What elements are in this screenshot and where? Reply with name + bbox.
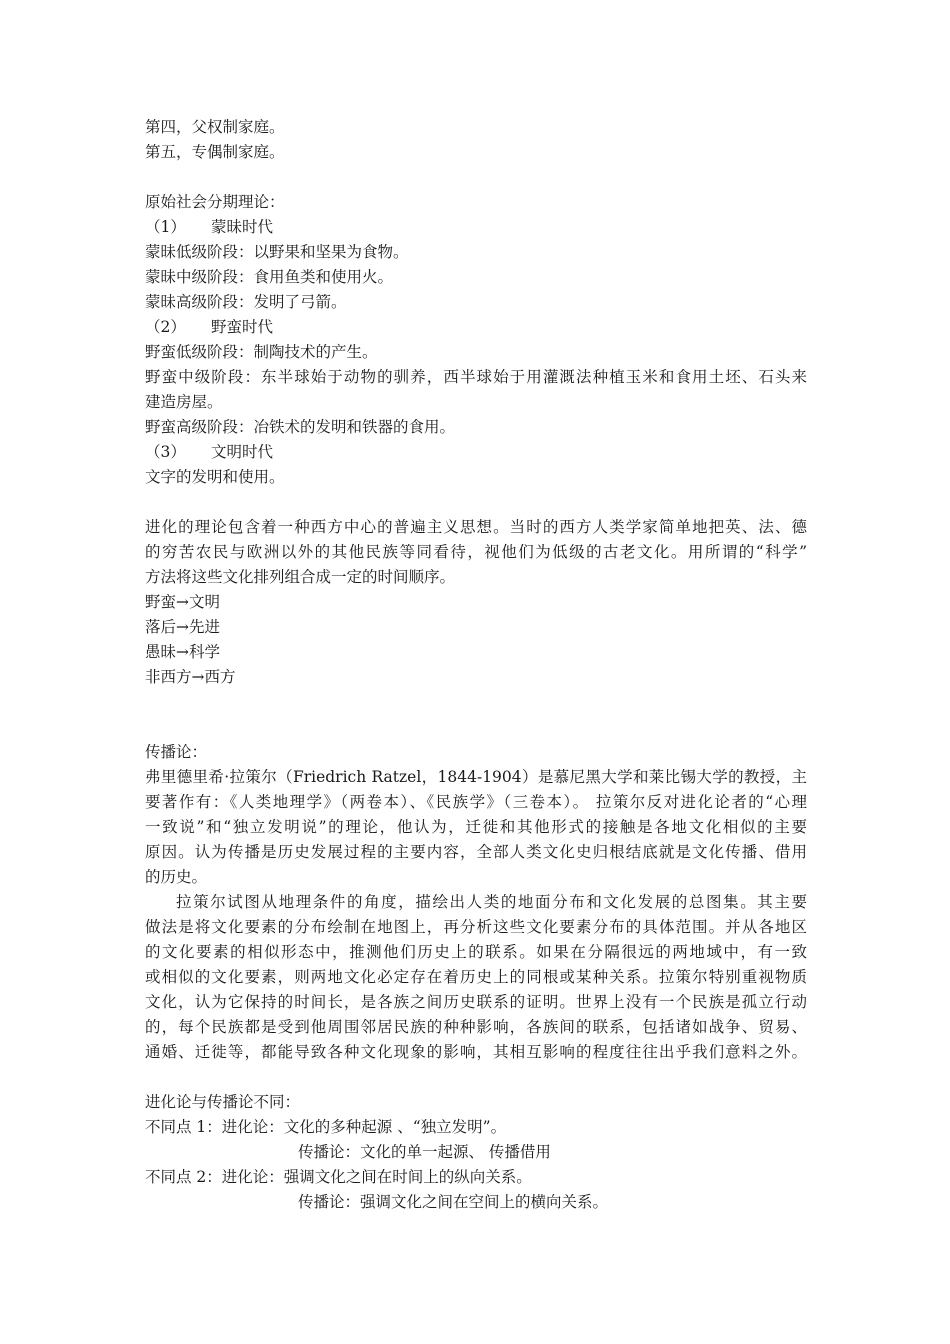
- difference-1-evolution: 不同点 1：进化论：文化的多种起源 、“独立发明”。: [145, 1118, 507, 1136]
- evolution-pair-2: 落后→先进: [145, 618, 220, 636]
- difference-1-diffusion: 传播论：文化的单一起源、 传播借用: [298, 1143, 551, 1161]
- difference-2-evolution: 不同点 2：进化论：强调文化之间在时间上的纵向关系。: [145, 1168, 532, 1186]
- period-1-high: 蒙昧高级阶段：发明了弓箭。: [145, 293, 347, 311]
- period-1-number: （1）: [145, 218, 186, 236]
- period-2-mid-line-2: 建造房屋。: [145, 393, 223, 411]
- periods-heading: 原始社会分期理论：: [145, 193, 285, 211]
- evolution-pair-3: 愚昧→科学: [145, 643, 220, 661]
- evolution-para-line-1: 进化的理论包含着一种西方中心的普遍主义思想。当时的西方人类学家简单地把英、法、德: [145, 518, 807, 536]
- period-2-title: [145, 315, 273, 340]
- diffusion-p2-line-1: 拉策尔试图从地理条件的角度，描绘出人类的地面分布和文化发展的总图集。其主要: [176, 893, 807, 911]
- diffusion-heading: 传播论：: [145, 743, 208, 761]
- diffusion-p2-line-7: 通婚、迁徙等，都能导致各种文化现象的影响，其相互影响的程度往往出乎我们意料之外。: [145, 1043, 807, 1061]
- period-2-mid-line-1: 野蛮中级阶段：东半球始于动物的驯养，西半球始于用灌溉法种植玉米和食用土坯、石头来: [145, 368, 807, 386]
- evolution-pair-1: 野蛮→文明: [145, 593, 220, 611]
- diffusion-p1-line-5: 的历史。: [145, 868, 208, 886]
- period-2-label: 野蛮时代: [211, 318, 274, 336]
- family-line-4: 第四，父权制家庭。: [145, 118, 285, 136]
- evolution-pair-4: 非西方→西方: [145, 668, 236, 686]
- diffusion-p2-line-3: 的文化要素的相似形态中，推测他们历史上的联系。如果在分隔很远的两地域中，有一致: [145, 943, 807, 961]
- period-1-low: 蒙昧低级阶段：以野果和坚果为食物。: [145, 243, 409, 261]
- diffusion-p2-line-5: 文化，认为它保持的时间长，是各族之间历史联系的证明。世界上没有一个民族是孤立行动: [145, 993, 807, 1011]
- period-1-title: [145, 215, 273, 240]
- diffusion-p1-line-4: 原因。认为传播是历史发展过程的主要内容，全部人类文化史归根结底就是文化传播、借用: [145, 843, 807, 861]
- difference-2-diffusion: 传播论：强调文化之间在空间上的横向关系。: [298, 1193, 609, 1211]
- period-2-low: 野蛮低级阶段：制陶技术的产生。: [145, 343, 378, 361]
- evolution-para-line-2: 的穷苦农民与欧洲以外的其他民族等同看待，视他们为低级的古老文化。用所谓的“科学”: [145, 543, 807, 561]
- diffusion-p2-line-6: 的，每个民族都是受到他周围邻居民族的种种影响，各族间的联系，包括诸如战争、贸易、: [145, 1018, 807, 1036]
- family-line-5: 第五，专偶制家庭。: [145, 143, 285, 161]
- diffusion-p1-line-2: 要著作有：《人类地理学》（两卷本）、《民族学》（三卷本）。 拉策尔反对进化论者的“心理: [145, 793, 807, 811]
- evolution-para-line-3: 方法将这些文化排列组合成一定的时间顺序。: [145, 568, 456, 586]
- period-3-title: [145, 440, 273, 465]
- period-1-label: 蒙昧时代: [211, 218, 274, 236]
- period-3-number: （3）: [145, 443, 186, 461]
- diffusion-p2-line-4: 或相似的文化要素，则两地文化必定存在着历史上的同根或某种关系。拉策尔特别重视物质: [145, 968, 807, 986]
- period-3-text: 文字的发明和使用。: [145, 468, 285, 486]
- diffusion-p2-line-2: 做法是将文化要素的分布绘制在地图上，再分析这些文化要素分布的具体范围。并从各地区: [145, 918, 807, 936]
- period-1-mid: 蒙昧中级阶段：食用鱼类和使用火。: [145, 268, 394, 286]
- period-3-label: 文明时代: [211, 443, 274, 461]
- diffusion-p1-line-1: 弗里德里希·拉策尔（Friedrich Ratzel，1844-1904）是慕尼黑大学和莱比锡大学的教授，主: [145, 768, 807, 786]
- period-2-high: 野蛮高级阶段：冶铁术的发明和铁器的食用。: [145, 418, 456, 436]
- diffusion-p1-line-3: 一致说”和“独立发明说”的理论，他认为，迁徙和其他形式的接触是各地文化相似的主要: [145, 818, 807, 836]
- period-2-number: （2）: [145, 318, 186, 336]
- comparison-heading: 进化论与传播论不同：: [145, 1093, 301, 1111]
